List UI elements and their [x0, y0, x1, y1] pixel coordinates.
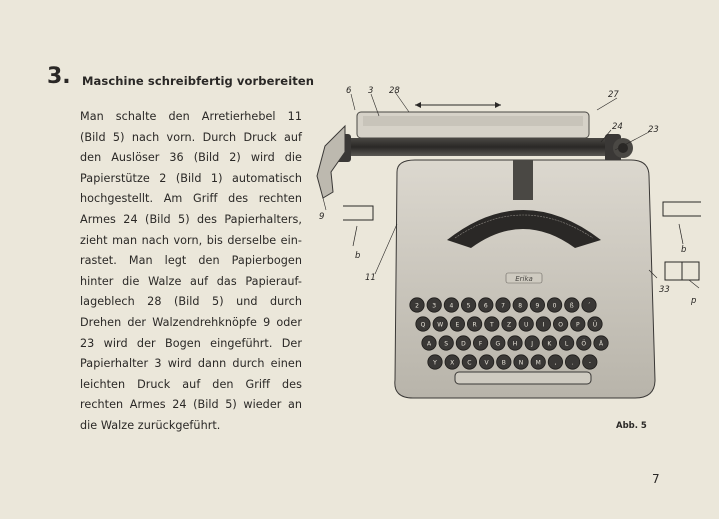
callout-6: 6: [346, 86, 352, 96]
paper-clamp-detail-left: [343, 206, 373, 246]
brand-label: Erika: [515, 275, 533, 283]
key-label: K: [547, 340, 552, 348]
key-label: C: [467, 359, 472, 367]
callout-24: 24: [612, 122, 623, 132]
key-label: 9: [535, 302, 540, 310]
key-label: B: [501, 359, 506, 367]
key-label: 6: [483, 302, 488, 310]
paragraph-line: 23 wird der Bogen eingeführt. Der: [80, 336, 302, 350]
key-label: Ö: [581, 340, 587, 348]
typewriter-illustration: [305, 80, 715, 420]
key-label: P: [575, 321, 580, 329]
key-label: Q: [420, 321, 426, 329]
paragraph-line: die Walze zurückgeführt.: [80, 418, 221, 432]
paragraph-line: Man schalte den Arretierhebel 11: [80, 110, 302, 123]
key-label: V: [484, 359, 489, 367]
key-label: O: [558, 321, 563, 329]
paragraph-line: hochgestellt. Am Griff des rechten: [80, 192, 302, 206]
callout-33: 33: [659, 285, 670, 295]
callout-11: 11: [365, 273, 376, 283]
section-title: Maschine schreibfertig vorbereiten: [82, 74, 315, 88]
key-label: ,: [554, 359, 557, 367]
key-label: I: [542, 321, 545, 329]
paragraph-line: zieht man nach vorn, bis derselbe ein-: [80, 233, 302, 247]
callout-23: 23: [648, 125, 659, 135]
key-label: 5: [466, 302, 471, 310]
key-label: ß: [569, 302, 574, 310]
key-label: .: [571, 359, 574, 367]
callout-27: 27: [608, 90, 619, 100]
key-label: Y: [433, 359, 437, 367]
callout-3: 3: [368, 86, 374, 96]
key-label: 7: [501, 302, 505, 310]
space-bar: [455, 372, 591, 384]
key-label: 4: [449, 302, 454, 310]
key-label: 8: [518, 302, 523, 310]
instruction-paragraph: [80, 107, 302, 437]
paragraph-line: lageblech 28 (Bild 5) und durch: [80, 295, 302, 309]
figure-caption: Abb. 5: [616, 421, 647, 431]
page-number: 7: [652, 472, 660, 486]
key-label: J: [531, 340, 534, 348]
section-number: 3.: [47, 64, 71, 89]
key-label: U: [523, 321, 529, 329]
paragraph-line: leichten Druck auf den Griff des: [80, 377, 302, 391]
callout-b-left: b: [355, 251, 361, 261]
paragraph-line: Armes 24 (Bild 5) des Papierhalters,: [80, 212, 302, 226]
key-label: 2: [415, 302, 419, 310]
key-label: M: [535, 359, 541, 367]
paragraph-line: hinter die Walze auf das Papierauf-: [80, 274, 302, 288]
key-label: L: [564, 340, 569, 348]
key-label: -: [588, 359, 591, 367]
key-label: 0: [552, 302, 557, 310]
key-label: N: [518, 359, 524, 367]
paper-clamp-detail-right: [663, 202, 701, 280]
paragraph-line: Drehen der Walzendrehknöpfe 9 oder: [80, 315, 302, 329]
callout-b-right: b: [681, 245, 687, 255]
key-label: Z: [506, 321, 512, 329]
paragraph-line: den Auslöser 36 (Bild 2) wird die: [80, 151, 302, 165]
callout-9: 9: [319, 212, 325, 222]
paragraph-line: (Bild 5) nach vorn. Durch Druck auf: [80, 130, 302, 144]
key-label: S: [444, 340, 449, 348]
key-label: Ü: [592, 321, 598, 329]
callout-p: p: [691, 296, 697, 306]
paragraph-line: Papierhalter 3 wird dann durch einen: [80, 357, 302, 371]
key-label: T: [489, 321, 494, 329]
paragraph-line: rechten Armes 24 (Bild 5) wieder an: [80, 398, 302, 412]
key-label: D: [461, 340, 466, 348]
paragraph-line: rastet. Man legt den Papierbogen: [80, 254, 302, 268]
key-label: G: [495, 340, 501, 348]
callout-28: 28: [389, 86, 400, 96]
paragraph-line: Papierstütze 2 (Bild 1) automatisch: [80, 171, 302, 185]
key-label: R: [472, 321, 477, 329]
key-label: Ä: [598, 340, 604, 348]
key-label: ´: [587, 302, 591, 310]
direction-arrow: [415, 102, 501, 108]
key-label: H: [512, 340, 518, 348]
key-label: F: [478, 340, 483, 348]
key-label: 3: [432, 302, 437, 310]
key-label: A: [426, 340, 432, 348]
key-label: E: [455, 321, 460, 329]
key-label: X: [450, 359, 455, 367]
key-label: W: [437, 321, 444, 329]
